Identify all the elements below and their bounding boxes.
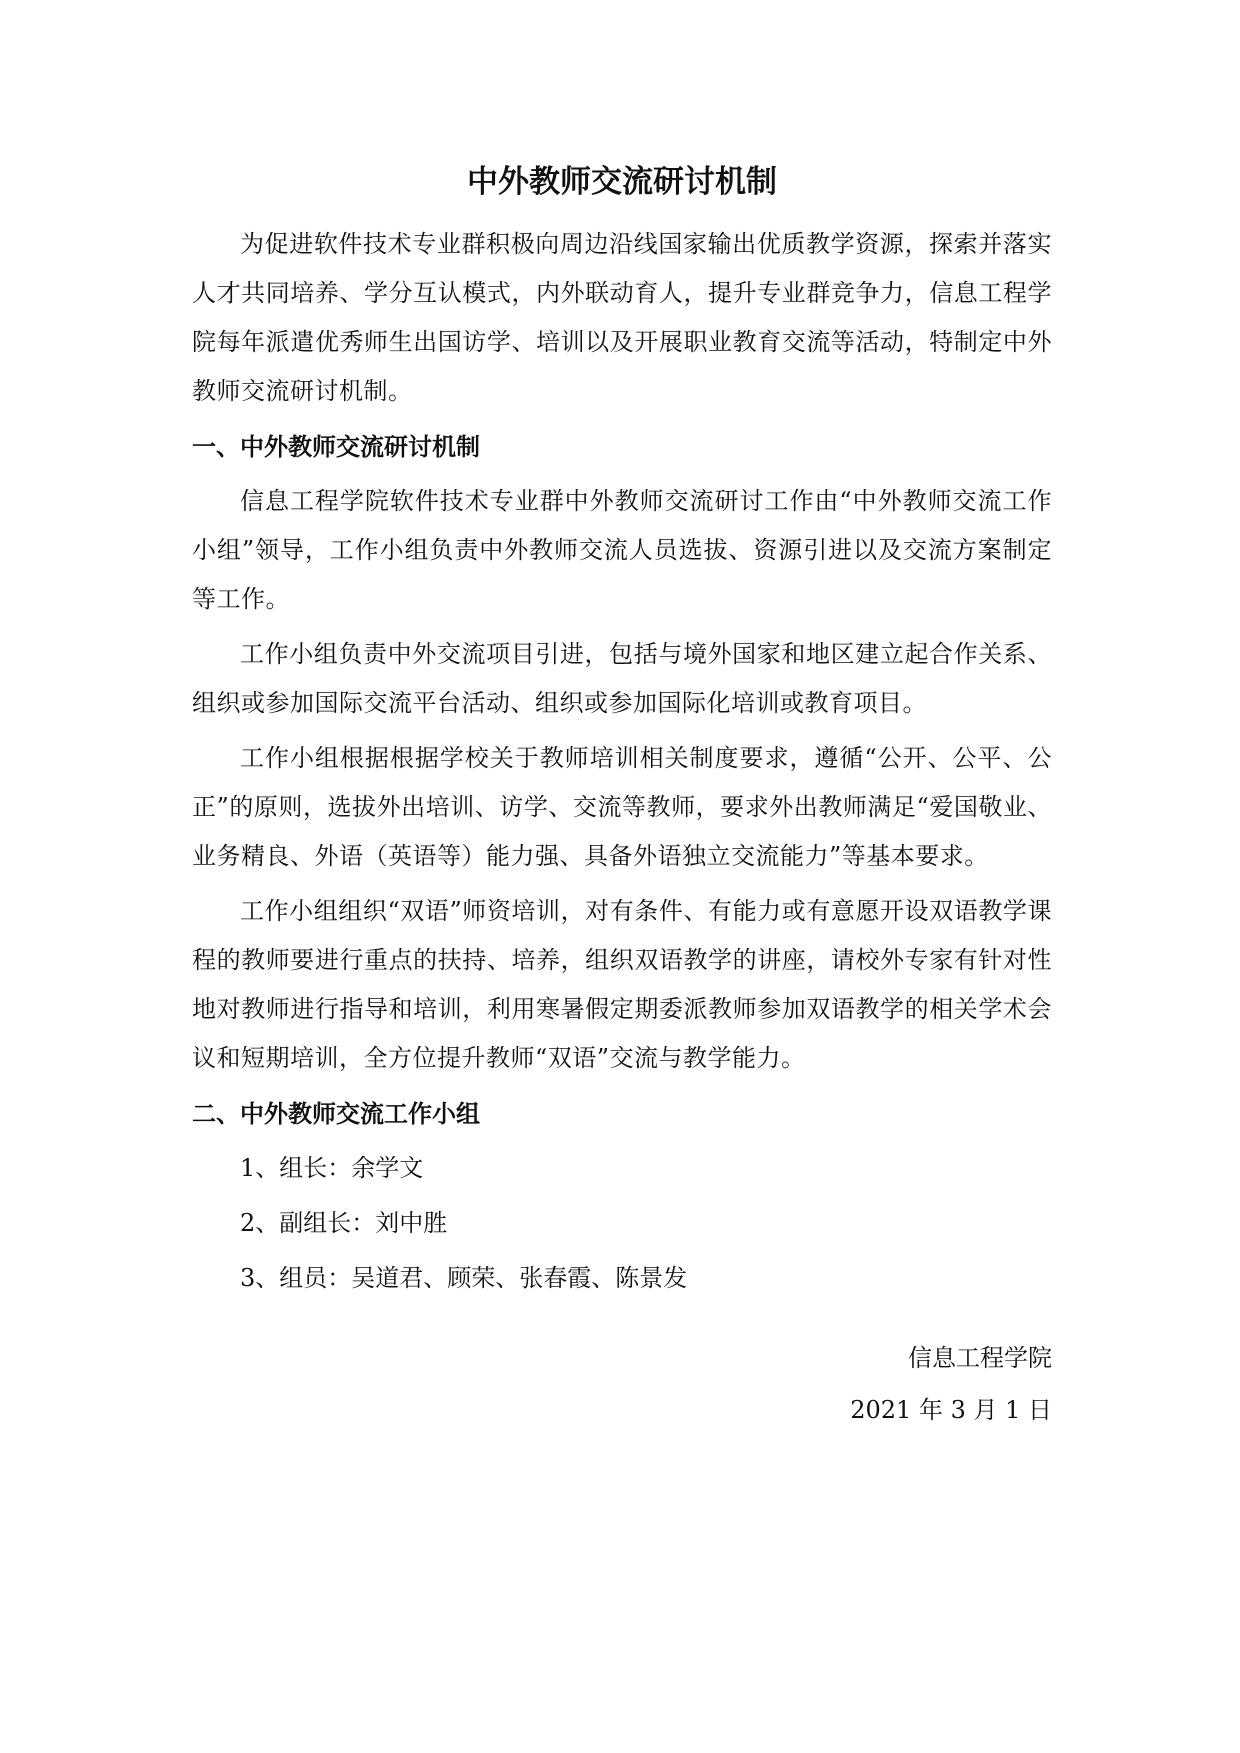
section-1-paragraph: 信息工程学院软件技术专业群中外教师交流研讨工作由“中外教师交流工作小组”领导，工作小组负责中外教师交流人员选拔、资源引进以及交流方案制定等工作。 bbox=[192, 487, 1052, 613]
section-1-paragraph: 工作小组组织“双语”师资培训，对有条件、有能力或有意愿开设双语教学课程的教师要进行重点的扶持、培养，组织双语教学的讲座，请校外专家有针对性地对教师进行指导和培训，利用寒暑假定期委派教师参加双语教学的相关学术会议和短期培训，全方位提升教师“双语”交流与教学能力。 bbox=[192, 897, 1052, 1072]
team-leader: 1、组长：余学文 bbox=[240, 1154, 424, 1182]
signature-date: 2021 年 3 月 1 日 bbox=[850, 1396, 1052, 1424]
intro-paragraph: 为促进软件技术专业群积极向周边沿线国家输出优质教学资源，探索并落实人才共同培养、学分互认模式，内外联动育人，提升专业群竞争力，信息工程学院每年派遣优秀师生出国访学、培训以及开展职业教育交流等活动，特制定中外教师交流研讨机制。 bbox=[192, 230, 1052, 405]
signature-organization: 信息工程学院 bbox=[908, 1344, 1052, 1372]
document-body bbox=[192, 220, 1052, 1309]
section-2-heading: 二、中外教师交流工作小组 bbox=[192, 1099, 480, 1128]
document-title: 中外教师交流研讨机制 bbox=[467, 164, 777, 200]
document-page bbox=[192, 0, 1052, 1753]
team-members: 3、组员：吴道君、顾荣、张春霞、陈景发 bbox=[240, 1264, 688, 1292]
team-deputy-leader: 2、副组长：刘中胜 bbox=[240, 1209, 448, 1237]
signature-block bbox=[850, 1332, 1052, 1436]
section-1-paragraph: 工作小组根据根据学校关于教师培训相关制度要求，遵循“公开、公平、公正”的原则，选拔外出培训、访学、交流等教师，要求外出教师满足“爱国敬业、业务精良、外语（英语等）能力强、具备外语独立交流能力”等基本要求。 bbox=[192, 744, 1052, 870]
section-1-heading: 一、中外教师交流研讨机制 bbox=[192, 432, 480, 461]
section-1-paragraph: 工作小组负责中外交流项目引进，包括与境外国家和地区建立起合作关系、组织或参加国际交流平台活动、组织或参加国际化培训或教育项目。 bbox=[192, 640, 1052, 717]
